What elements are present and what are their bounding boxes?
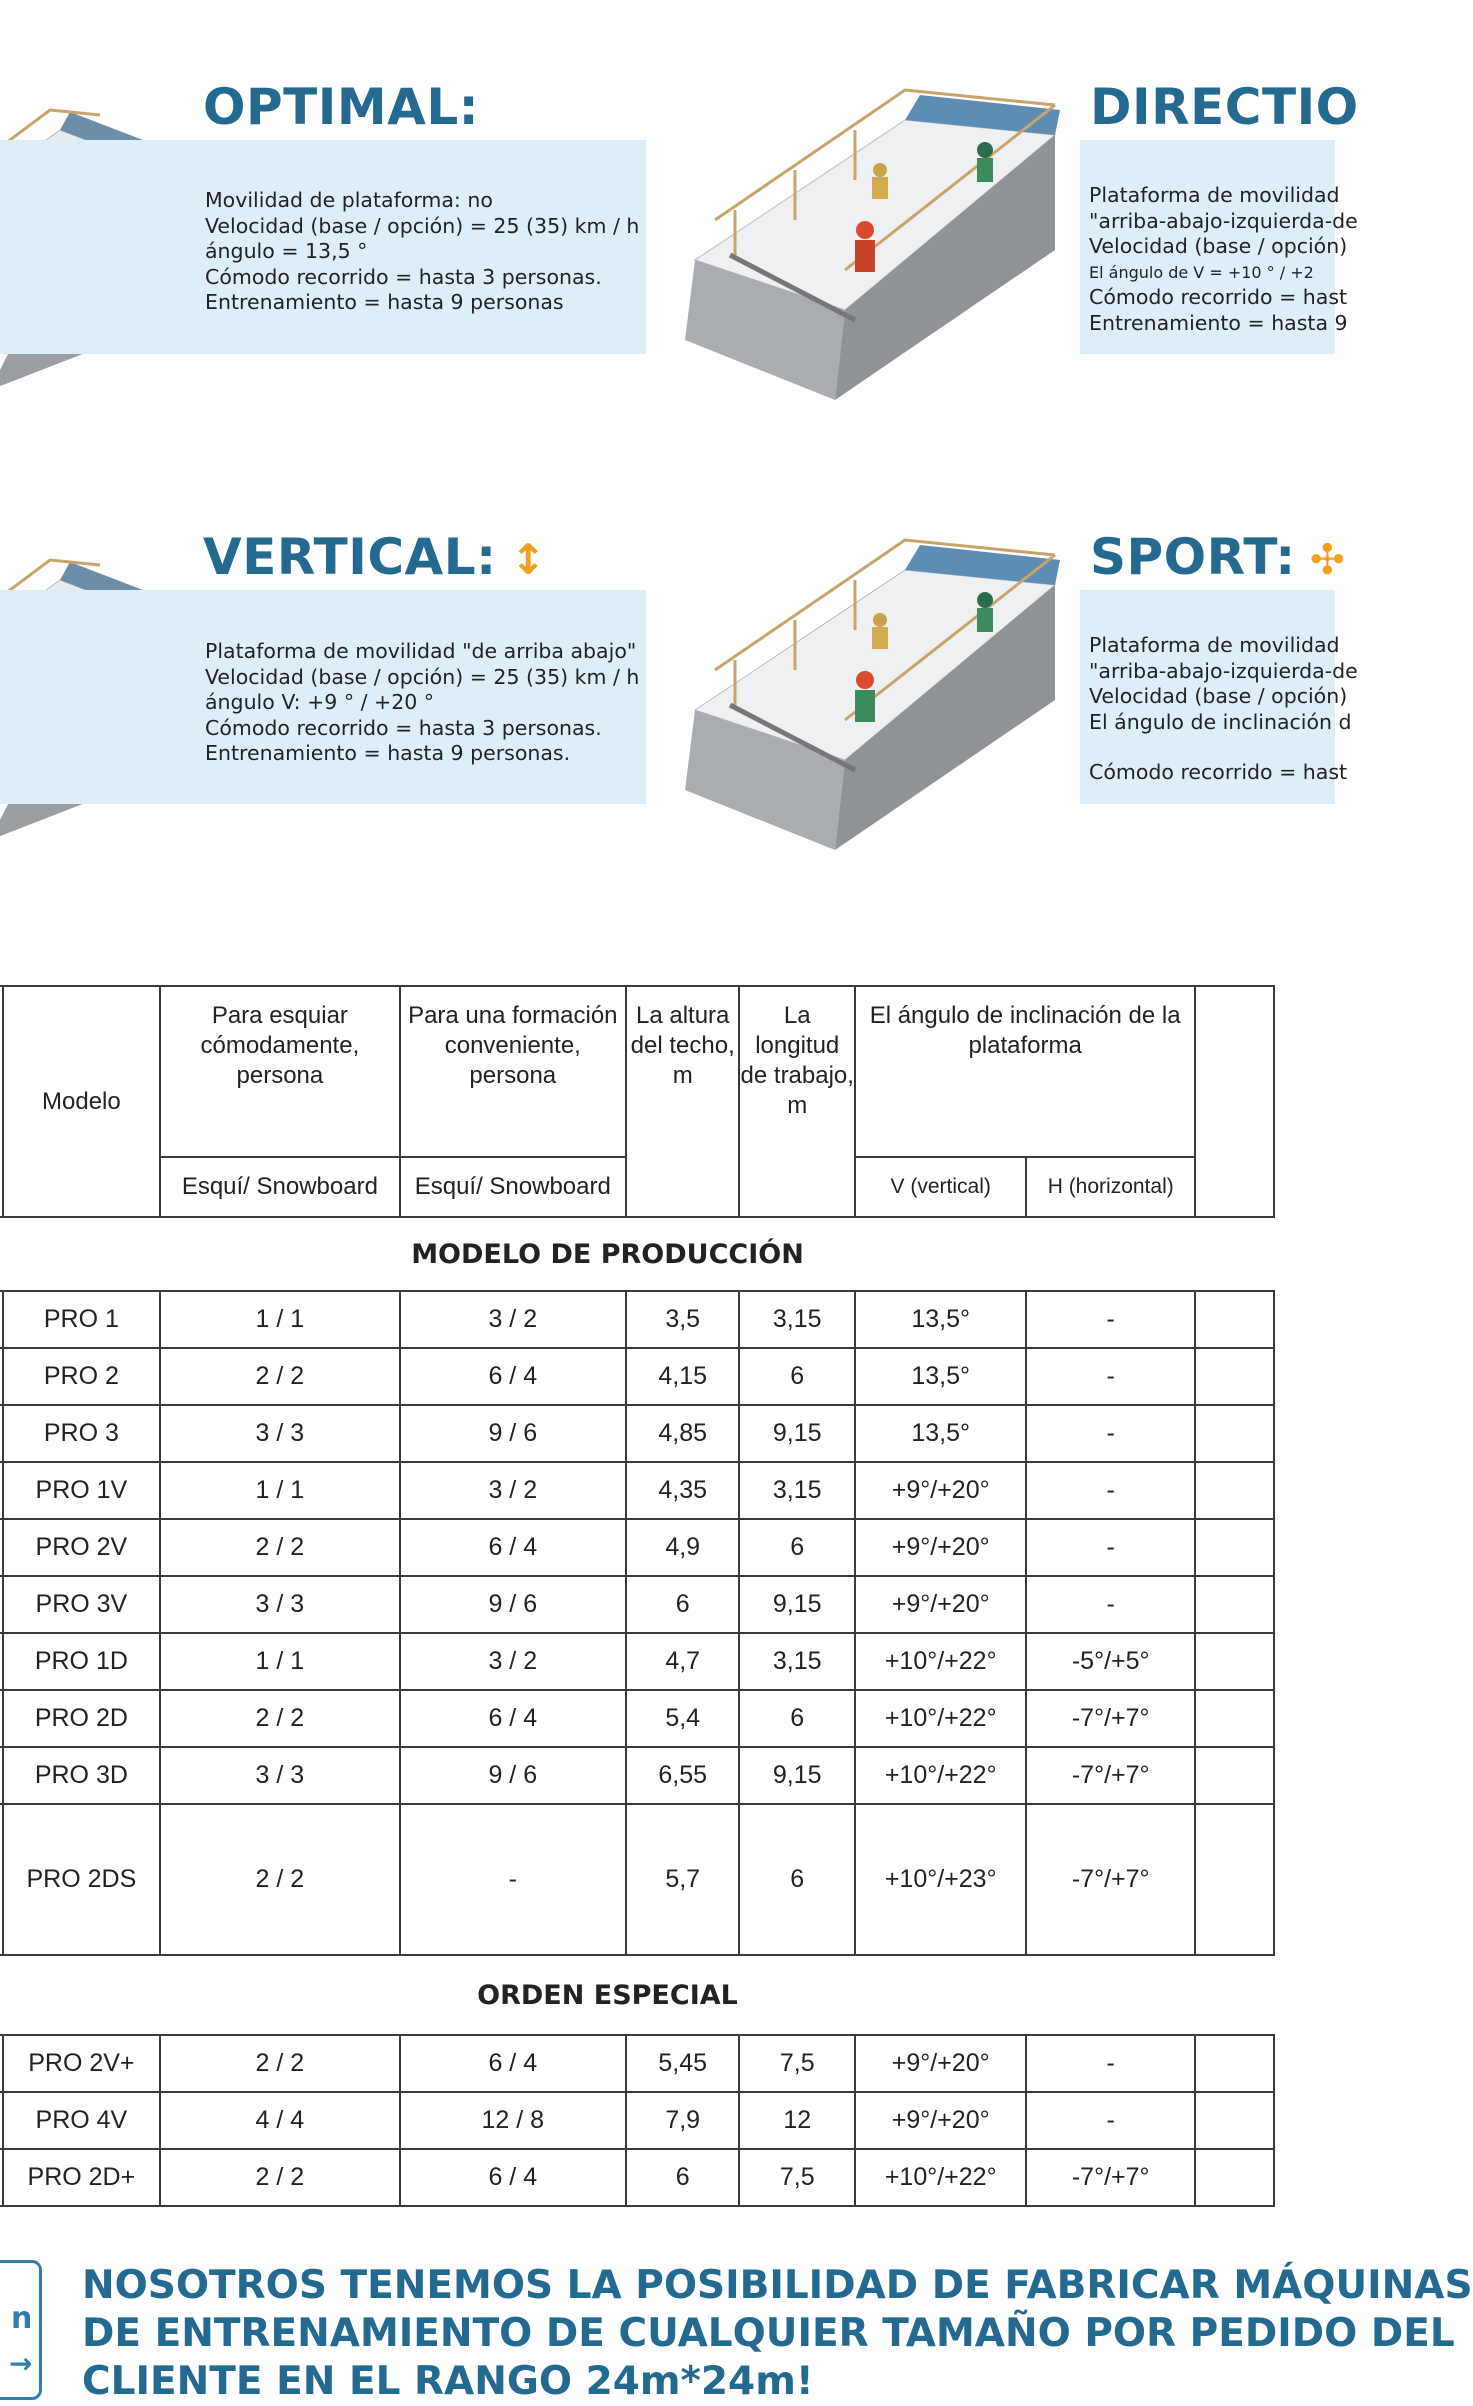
table-cell: 9 / 6 [400,1405,627,1462]
table-cell: - [1026,1519,1195,1576]
table-row [0,2092,1274,2149]
table-cell: 3 / 3 [160,1576,399,1633]
table-cell: 6 / 4 [400,1519,627,1576]
table-cell: -7°/+7° [1026,1747,1195,1804]
table-cell: 5,45 [626,2035,739,2092]
table-cell: 6 [739,1690,855,1747]
table-cell: PRO 3V [3,1576,161,1633]
card-directional-description: Plataforma de movilidad "arriba-abajo-izquierda-de Velocidad (base / opción) El ángulo de V = +10 ° / +2 Cómodo recorrido = hast Entrenamiento = hasta 9 [1089,183,1358,335]
row-blank-cell [1195,2035,1274,2092]
ski-simulator-illustration [695,80,1105,410]
table-cell: 3,15 [739,1291,855,1348]
table-cell: 1 / 1 [160,1291,399,1348]
card-vertical-description: Plataforma de movilidad "de arriba abajo" Velocidad (base / opción) = 25 (35) km / h ángulo V: +9 ° / +20 ° Cómodo recorrido = hasta 3 personas. Entrenamiento = hasta 9 personas. [205,639,640,765]
subheader-horizontal: H (horizontal) [1026,1157,1195,1217]
table-cell: 1 / 1 [160,1462,399,1519]
table-cell: 1 / 1 [160,1633,399,1690]
card-directional-title: DIRECTIO [1090,78,1359,136]
card-sport-title [1090,528,1346,586]
table-cell: -7°/+7° [1026,1690,1195,1747]
table-cell: 6 [739,1804,855,1955]
table-cell: - [1026,1291,1195,1348]
table-cell: 9,15 [739,1405,855,1462]
table-row [0,1348,1274,1405]
row-blank-cell [1195,1519,1274,1576]
header-model: Modelo [3,986,161,1217]
card-vertical-title-text: VERTICAL: [203,528,497,586]
table-cell: - [400,1804,627,1955]
table-row [0,1291,1274,1348]
table-cell: 6 [739,1519,855,1576]
table-cell: +10°/+22° [855,1690,1026,1747]
table-cell: 2 / 2 [160,1519,399,1576]
table-cell: 2 / 2 [160,1804,399,1955]
header-angle: El ángulo de inclinación de la plataforma [855,986,1195,1157]
ski-simulator-illustration [695,530,1105,860]
table-cell: +9°/+20° [855,1462,1026,1519]
table-cell: 3,5 [626,1291,739,1348]
subheader-ski: Esquí/ Snowboard [160,1157,399,1217]
table-cell: 3 / 2 [400,1462,627,1519]
table-cell: +9°/+20° [855,1576,1026,1633]
header-training: Para una formación conveniente, persona [400,986,627,1157]
table-row [0,2149,1274,2206]
table-cell: PRO 4V [3,2092,161,2149]
table-row [0,1462,1274,1519]
table-cell: 5,7 [626,1804,739,1955]
table-cell: 6 [626,2149,739,2206]
table-header-row [0,986,1274,1157]
table-cell: 4 / 4 [160,2092,399,2149]
table-cell: +10°/+23° [855,1804,1026,1955]
table-cell: 9 / 6 [400,1576,627,1633]
special-rows [0,2035,1274,2206]
row-blank-cell [1195,1804,1274,1955]
row-blank-cell [1195,1576,1274,1633]
header-length: La longitud de trabajo, m [739,986,855,1217]
table-cell: 6 [626,1576,739,1633]
card-sport-description: Plataforma de movilidad "arriba-abajo-izquierda-de Velocidad (base / opción) El ángulo de inclinación d Cómodo recorrido = hast [1089,633,1358,784]
header-blank-right [1195,986,1274,1217]
table-cell: 3 / 3 [160,1747,399,1804]
table-cell: PRO 2V+ [3,2035,161,2092]
table-cell: PRO 3D [3,1747,161,1804]
table-cell: +10°/+22° [855,1633,1026,1690]
row-blank-cell [1195,1348,1274,1405]
table-cell: - [1026,2035,1195,2092]
table-cell: -5°/+5° [1026,1633,1195,1690]
arrow-right-icon: → [9,2347,33,2380]
table-cell: 2 / 2 [160,2149,399,2206]
table-row [0,1633,1274,1690]
table-cell: 7,5 [739,2035,855,2092]
table-cell: 9 / 6 [400,1747,627,1804]
table-cell: 13,5° [855,1291,1026,1348]
row-blank-cell [1195,1462,1274,1519]
table-cell: 12 [739,2092,855,2149]
production-rows [0,1291,1274,1955]
row-blank-cell [1195,1633,1274,1690]
table-cell: +9°/+20° [855,1519,1026,1576]
table-row [0,1690,1274,1747]
table-cell: 6 / 4 [400,1348,627,1405]
table-cell: 2 / 2 [160,2035,399,2092]
table-cell: 13,5° [855,1348,1026,1405]
table-cell: 13,5° [855,1405,1026,1462]
table-cell: +9°/+20° [855,2035,1026,2092]
table-cell: - [1026,1576,1195,1633]
table-row [0,1804,1274,1955]
section-production-title: MODELO DE PRODUCCIÓN [0,1217,1274,1291]
table-cell: 6 / 4 [400,2149,627,2206]
card-sport-title-text: SPORT: [1090,528,1296,586]
table-cell: +10°/+22° [855,2149,1026,2206]
four-way-arrows-icon: ✣ [1309,535,1346,584]
table-cell: PRO 2D+ [3,2149,161,2206]
table-cell: 7,9 [626,2092,739,2149]
table-row [0,1576,1274,1633]
footer-custom-size-message: NOSOTROS TENEMOS LA POSIBILIDAD DE FABRICAR MÁQUINAS DE ENTRENAMIENTO DE CUALQUIER TAMAÑO POR PEDIDO DEL CLIENTE EN EL RANGO 24m*24m! [82,2263,1473,2404]
table-cell: 3 / 2 [400,1291,627,1348]
table-cell: 3 / 2 [400,1633,627,1690]
table-cell: 4,35 [626,1462,739,1519]
table-cell: 4,9 [626,1519,739,1576]
table-cell: - [1026,1462,1195,1519]
table-cell: - [1026,1348,1195,1405]
table-cell: 6,55 [626,1747,739,1804]
table-cell: 5,4 [626,1690,739,1747]
table-cell: 2 / 2 [160,1348,399,1405]
card-vertical-title [203,528,546,586]
table-cell: PRO 2 [3,1348,161,1405]
table-row [0,1405,1274,1462]
table-cell: 2 / 2 [160,1690,399,1747]
table-cell: PRO 2DS [3,1804,161,1955]
table-cell: 4,15 [626,1348,739,1405]
table-cell: 3,15 [739,1633,855,1690]
table-cell: -7°/+7° [1026,2149,1195,2206]
table-cell: - [1026,1405,1195,1462]
table-cell: 6 [739,1348,855,1405]
table-cell: 6 / 4 [400,2035,627,2092]
table-cell: 4,7 [626,1633,739,1690]
row-blank-cell [1195,1291,1274,1348]
table-row [0,1519,1274,1576]
row-blank-cell [1195,1405,1274,1462]
header-ski: Para esquiar cómodamente, persona [160,986,399,1157]
table-cell: PRO 2V [3,1519,161,1576]
table-cell: 3,15 [739,1462,855,1519]
table-cell: 4,85 [626,1405,739,1462]
card-optimal-description: Movilidad de plataforma: no Velocidad (base / opción) = 25 (35) km / h ángulo = 13,5 ° Cómodo recorrido = hasta 3 personas. Entrenamiento = hasta 9 personas [205,188,640,314]
card-optimal-title: OPTIMAL: [203,78,480,136]
table-cell: 6 / 4 [400,1690,627,1747]
table-cell: +10°/+22° [855,1747,1026,1804]
footer-logo-glyph: n [11,2301,33,2336]
section-row [0,1217,1274,1291]
row-blank-cell [1195,2149,1274,2206]
table-cell: +9°/+20° [855,2092,1026,2149]
table-cell: 3 / 3 [160,1405,399,1462]
table-cell: PRO 3 [3,1405,161,1462]
subheader-vertical: V (vertical) [855,1157,1026,1217]
row-blank-cell [1195,2092,1274,2149]
section-row [0,1955,1274,2035]
table-cell: - [1026,2092,1195,2149]
section-special-title: ORDEN ESPECIAL [0,1955,1274,2035]
subheader-training: Esquí/ Snowboard [400,1157,627,1217]
table-cell: 9,15 [739,1747,855,1804]
table-cell: PRO 2D [3,1690,161,1747]
vertical-arrows-icon: ↕ [510,535,547,584]
table-row [0,1747,1274,1804]
table-cell: PRO 1 [3,1291,161,1348]
row-blank-cell [1195,1747,1274,1804]
table-row [0,2035,1274,2092]
table-cell: PRO 1D [3,1633,161,1690]
row-blank-cell [1195,1690,1274,1747]
table-cell: 12 / 8 [400,2092,627,2149]
table-cell: 7,5 [739,2149,855,2206]
table-cell: -7°/+7° [1026,1804,1195,1955]
table-cell: 9,15 [739,1576,855,1633]
header-height: La altura del techo, m [626,986,739,1217]
table-cell: PRO 1V [3,1462,161,1519]
models-spec-table [0,985,1275,2207]
footer-logo-box [0,2260,42,2400]
